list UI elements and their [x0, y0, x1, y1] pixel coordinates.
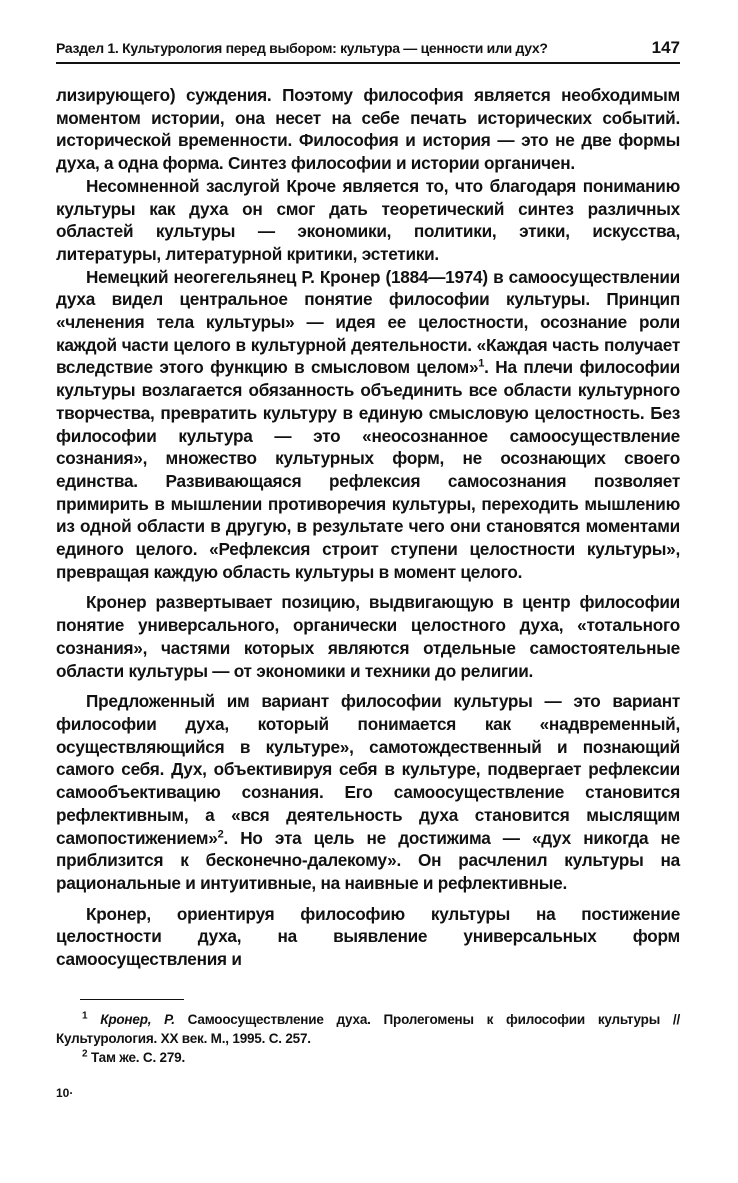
footnote-mark: 2: [82, 1048, 88, 1060]
paragraph-text: На плечи философии культуры возлагается обязанность объединить все области культурного творчества, превратить культуру в единую смысловую целостность. Без философии культура — это «неосознанное самоосуществление сознания», множество культурных форм, не осознающих своего единства. Развивающаяся рефлексия самосознания позволяет примирить в мышлении противоречия культуры, переходить мышлению из одной области в другую, в результате чего они становятся моментами единого целого. «Рефлексия строит ступени целостности культуры», превращая каждую область культуры в момент целого.: [56, 357, 680, 582]
paragraph-text: Но эта цель не достижима — «дух никогда не приблизится к бесконечно-далекому». Он расчленил культуры на рациональные и интуитивные, на наивные и рефлективные.: [56, 827, 680, 893]
footnote-author: Кронер, Р.: [100, 1012, 175, 1027]
paragraph: Несомненной заслугой Кроче является то, что благодаря пониманию культуры как духа он смог дать теоретический синтез различных областей культуры — экономики, политики, этики, искусства, литературы, литературной критики, эстетики.: [56, 175, 680, 264]
footnote-divider: [80, 999, 184, 1000]
footnote-ref: 1: [478, 357, 485, 370]
paragraph: Кронер развертывает позицию, выдвигающую в центр философии понятие универсального, органически целостного духа, «тотального сознания», частями которых являются отдельные самостоятельные области культуры — от экономики и техники до религии.: [56, 592, 680, 681]
running-header: [56, 36, 680, 64]
footnotes: [56, 1010, 680, 1067]
paragraph: Немецкий неогегельянец Р. Кронер (1884—1974) в самоосуществлении духа видел центральное понятие философии культуры. Принцип «членения тела культуры» — идея ее целостности, осознание роли каждой части целого в культурной деятельности. «Каждая часть получает вследствие этого функцию в смысловом целом»$^1$. На плечи философии культуры возлагается обязанность объединить все области культурного творчества, превратить культуру в единую смысловую целостность. Без философии культура — это «неосознанное самоосуществление сознания», множество культурных форм, не осознающих своего единства. Развивающаяся рефлексия самосознания позволяет примирить в мышлении противоречия культуры, переходить мышлению из одной области в другую, в результате чего они становятся моментами единого целого. «Рефлексия строит ступени целостности культуры», превращая каждую область культуры в момент целого.: [56, 266, 680, 582]
paragraph: лизирующего) суждения. Поэтому философия является необходимым моментом истории, она несет на себе печать исторических событий. исторической временности. Философия и история — это не две формы духа, а одна форма. Синтез философии и истории органичен.: [56, 85, 680, 174]
main-text: [56, 84, 680, 971]
paragraph: Предложенный им вариант философии культуры — это вариант философии духа, который понимается как «надвременный, осуществляющийся в культуре», самотождественный и познающий самого себя. Дух, объективируя себя в культуре, подвергает рефлексии самообъективацию сознания. Его самоосуществление становится рефлективным, а «вся деятельность духа становится мыслящим самопостижением»$^2$. Но эта цель не достижима — «дух никогда не приблизится к бесконечно-далекому». Он расчленил культуры на рациональные и интуитивные, на наивные и рефлективные.: [56, 691, 680, 893]
footnote-text: Самоосуществление духа. Пролегомены к философии культуры // Культурология. XX век. М., 1995. С. 257.: [56, 1012, 680, 1046]
paragraph-text: Предложенный им вариант философии культуры — это вариант философии духа, который понимается как «надвременный, осуществляющийся в культуре», самотождественный и познающий самого себя. Дух, объективируя себя в культуре, подвергает рефлексии самообъективацию сознания. Его самоосуществление становится рефлективным, а «вся деятельность духа становится мыслящим самопостижением»: [56, 691, 680, 848]
footnote: [56, 1010, 680, 1048]
running-title: Раздел 1. Культурология перед выбором: культура — ценности или дух?: [56, 40, 548, 56]
footnote-mark: 1: [82, 1010, 88, 1022]
printer-signature: 10·: [56, 1086, 74, 1100]
footnote-text: Там же. С. 279.: [90, 1050, 186, 1065]
page-number: 147: [651, 38, 680, 57]
footnote-ref: 2: [217, 827, 224, 840]
paragraph: Кронер, ориентируя философию культуры на постижение целостности духа, на выявление универсальных форм самоосуществления и: [56, 903, 680, 970]
paragraph-text: Немецкий неогегельянец Р. Кронер (1884—1974) в самоосуществлении духа видел центральное понятие философии культуры. Принцип «членения тела культуры» — идея ее целостности, осознание роли каждой части целого в культурной деятельности. «Каждая часть получает вследствие этого функцию в смысловом целом»: [56, 266, 680, 378]
footnote: [56, 1048, 680, 1067]
